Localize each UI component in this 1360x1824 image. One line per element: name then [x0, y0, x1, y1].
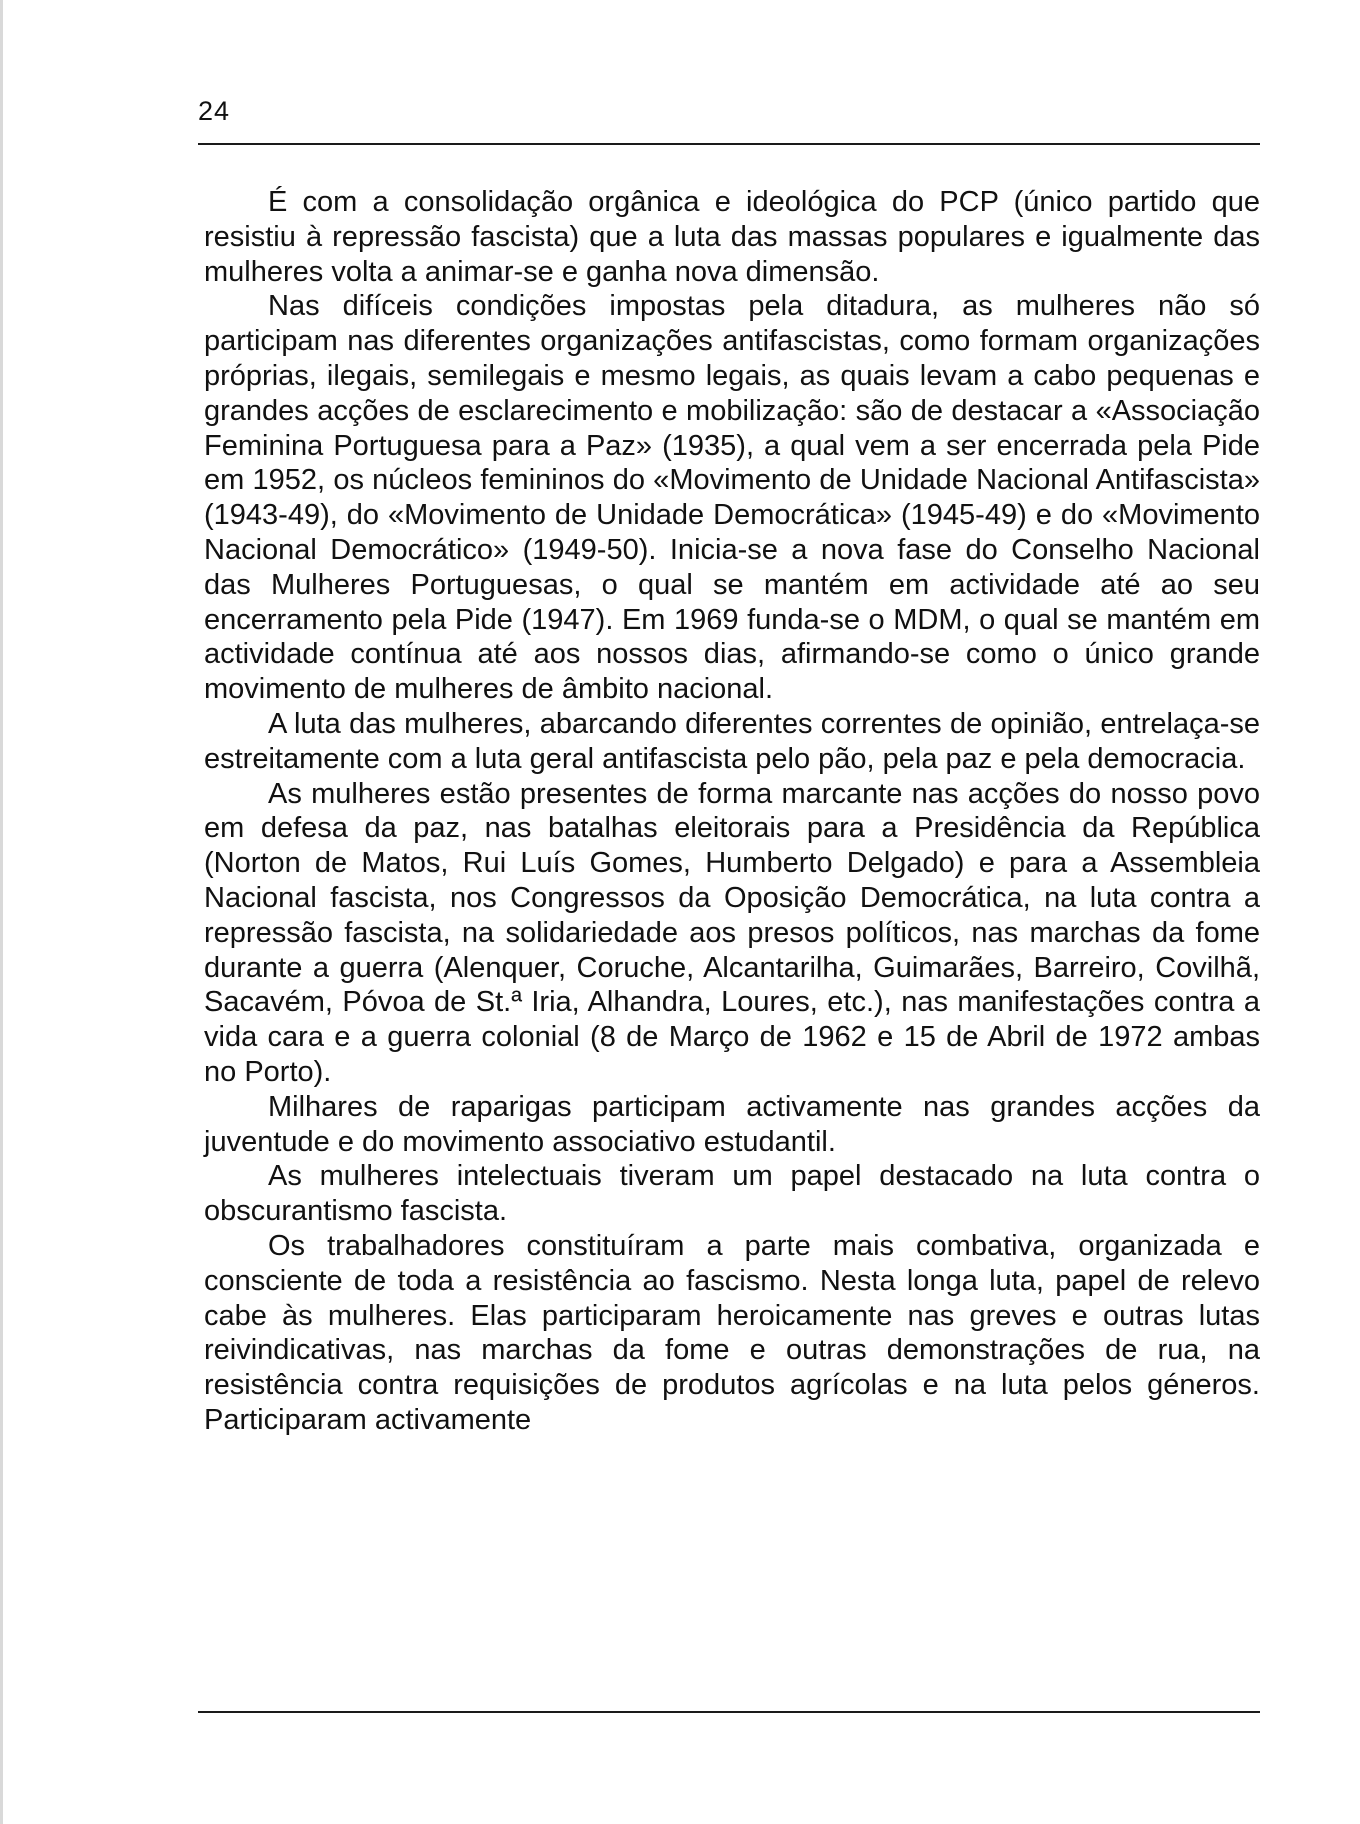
- header-rule: [198, 143, 1260, 145]
- paragraph: Os trabalhadores constituíram a parte mais combativa, organizada e consciente de toda a resistência ao fascismo. Nesta longa luta, papel de relevo cabe às mulheres. Elas participaram heroicamente nas greves e outras lutas reivindicativas, nas marchas da fome e outras demonstrações de rua, na resistência contra requisições de produtos agrícolas e na luta pelos géneros. Participaram activamente: [204, 1229, 1260, 1436]
- paragraph: Milhares de raparigas participam activamente nas grandes acções da juventude e do movimento associativo estudantil.: [204, 1090, 1260, 1158]
- page-number: 24: [198, 96, 231, 126]
- paragraph: É com a consolidação orgânica e ideológica do PCP (único partido que resistiu à repressão fascista) que a luta das massas populares e igualmente das mulheres volta a animar-se e ganha nova dimensão.: [204, 186, 1260, 288]
- paragraph: As mulheres intelectuais tiveram um papel destacado na luta contra o obscurantismo fascista.: [204, 1160, 1260, 1228]
- paragraph: A luta das mulheres, abarcando diferentes correntes de opinião, entrelaça-se estreitamente com a luta geral antifascista pelo pão, pela paz e pela democracia.: [204, 707, 1260, 775]
- scan-edge: [0, 0, 3, 1824]
- footer-rule: [198, 1711, 1260, 1713]
- body-text: [204, 185, 1260, 1438]
- paragraph: As mulheres estão presentes de forma marcante nas acções do nosso povo em defesa da paz, nas batalhas eleitorais para a Presidência da República (Norton de Matos, Rui Luís Gomes, Humberto Delgado) e para a Assembleia Nacional fascista, nos Congressos da Oposição Democrática, na luta contra a repressão fascista, na solidariedade aos presos políticos, nas marchas da fome durante a guerra (Alenquer, Coruche, Alcantarilha, Guimarães, Barreiro, Covilhã, Sacavém, Póvoa de St.ª Iria, Alhandra, Loures, etc.), nas manifestações contra a vida cara e a guerra colonial (8 de Março de 1962 e 15 de Abril de 1972 ambas no Porto).: [204, 777, 1260, 1088]
- paragraph: Nas difíceis condições impostas pela ditadura, as mulheres não só participam nas diferentes organizações antifascistas, como formam organizações próprias, ilegais, semilegais e mesmo legais, as quais levam a cabo pequenas e grandes acções de esclarecimento e mobilização: são de destacar a «Associação Feminina Portuguesa para a Paz» (1935), a qual vem a ser encerrada pela Pide em 1952, os núcleos femininos do «Movimento de Unidade Nacional Antifascista» (1943-49), do «Movimento de Unidade Democrática» (1945-49) e do «Movimento Nacional Democrático» (1949-50). Inicia-se a nova fase do Conselho Nacional das Mulheres Portuguesas, o qual se mantém em actividade até ao seu encerramento pela Pide (1947). Em 1969 funda-se o MDM, o qual se mantém em actividade contínua até aos nossos dias, afirmando-se como o único grande movimento de mulheres de âmbito nacional.: [204, 290, 1260, 706]
